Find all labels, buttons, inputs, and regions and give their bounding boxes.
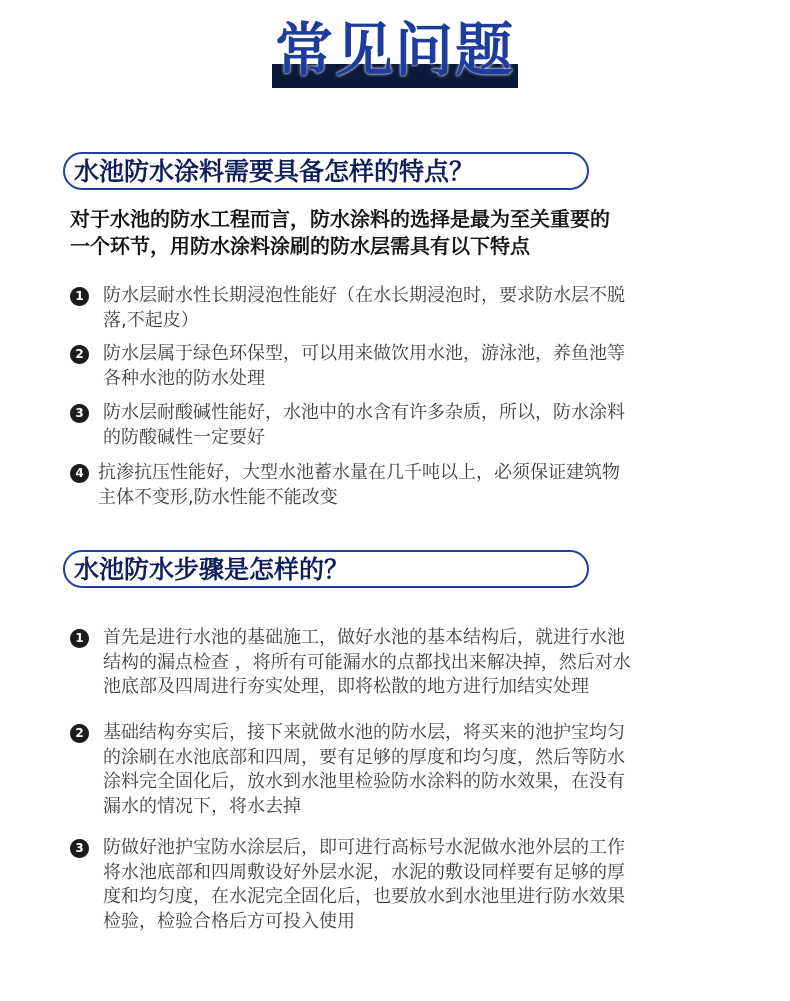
intro-paragraph: [70, 206, 750, 260]
text-line: 落,不起皮）: [103, 309, 199, 331]
number-badge: 4: [70, 464, 89, 483]
section-heading-text: 水池防水涂料需要具备怎样的特点？: [74, 157, 475, 186]
number-badge: 3: [70, 404, 89, 423]
text-line: 防水层耐水性长期浸泡性能好（在水长期浸泡时，要求防水层不脱: [103, 285, 625, 306]
list-item-text: [103, 284, 733, 333]
page-title: 常见问题: [274, 16, 515, 84]
text-line: 涂料完全固化后，放水到水池里检验防水涂料的防水效果，在没有: [103, 771, 625, 792]
text-line: 防做好池护宝防水涂层后，即可进行高标号水泥做水池外层的工作: [103, 837, 625, 858]
list-item-text: [103, 342, 733, 391]
number-badge: 2: [70, 724, 89, 743]
page-title-block: [272, 14, 518, 88]
text-line: 结构的漏点检查 ，将所有可能漏水的点都找出来解决掉，然后对水: [103, 651, 631, 673]
section-heading-features: [63, 152, 589, 190]
text-line: 主体不变形,防水性能不能改变: [98, 486, 338, 508]
section-heading-steps: [63, 550, 589, 588]
number-badge: 2: [70, 345, 89, 364]
list-item-text: [98, 461, 728, 510]
text-line: 基础结构夯实后，接下来就做水池的防水层，将买来的池护宝均匀: [103, 722, 625, 743]
text-line: 度和均匀度，在水泥完全固化后，也要放水到水池里进行防水效果: [103, 886, 625, 907]
list-item-text: [103, 401, 733, 450]
text-line: 将水池底部和四周敷设好外层水泥，水泥的敷设同样要有足够的厚: [103, 861, 625, 883]
section-heading-text: 水池防水步骤是怎样的？: [74, 555, 350, 584]
text-line: 池底部及四周进行夯实处理，即将松散的地方进行加结实处理: [103, 676, 589, 697]
list-item-text: [103, 626, 733, 700]
list-item-text: [103, 836, 733, 934]
text-line: 的涂刷在水池底部和四周，要有足够的厚度和均匀度，然后等防水: [103, 746, 625, 768]
text-line: 防水层耐酸碱性能好，水池中的水含有许多杂质，所以，防水涂料: [103, 402, 625, 423]
number-badge: 3: [70, 839, 89, 858]
text-line: 防水层属于绿色环保型，可以用来做饮用水池，游泳池，养鱼池等: [103, 343, 625, 364]
text-line: 抗渗抗压性能好，大型水池蓄水量在几千吨以上，必须保证建筑物: [98, 462, 620, 483]
number-badge: 1: [70, 629, 89, 648]
text-line: 首先是进行水池的基础施工，做好水池的基本结构后，就进行水池: [103, 627, 625, 648]
number-badge: 1: [70, 287, 89, 306]
text-line: 的防酸碱性一定要好: [103, 426, 265, 448]
list-item-text: [103, 721, 733, 819]
intro-line: 对于水池的防水工程而言，防水涂料的选择是最为至关重要的: [70, 207, 610, 231]
intro-line: 一个环节，用防水涂料涂刷的防水层需具有以下特点: [70, 234, 530, 258]
text-line: 检验，检验合格后方可投入使用: [103, 910, 355, 932]
text-line: 漏水的情况下，将水去掉: [103, 795, 301, 817]
text-line: 各种水池的防水处理: [103, 367, 265, 389]
